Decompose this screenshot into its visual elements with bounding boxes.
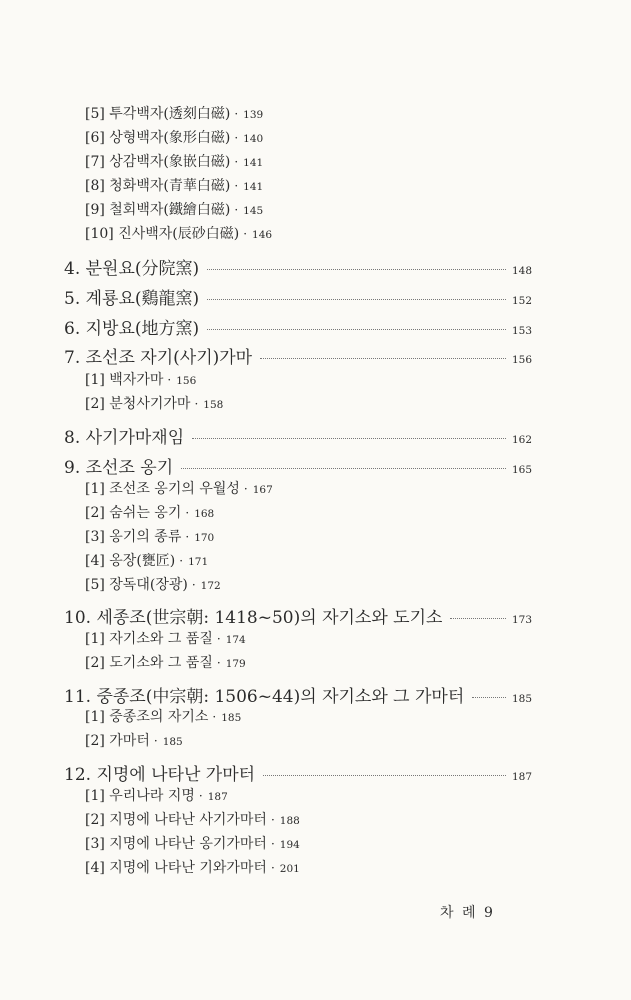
toc-sub-entry bbox=[0, 526, 631, 546]
dot-leader bbox=[263, 775, 506, 776]
entry-page-number: 179 bbox=[225, 658, 246, 670]
toc-sub-entry bbox=[0, 785, 631, 805]
entry-separator: · bbox=[185, 506, 190, 520]
dot-leader bbox=[192, 438, 506, 439]
entry-page-number: 173 bbox=[511, 614, 532, 626]
entry-page-number: 145 bbox=[243, 205, 264, 217]
entry-title: [6] 상형백자(象形白磁) bbox=[85, 130, 231, 146]
entry-separator: · bbox=[153, 734, 158, 748]
footer-label: 차 례 bbox=[440, 905, 477, 921]
entry-title: [2] 도기소와 그 품질 bbox=[85, 655, 213, 671]
entry-page-number: 140 bbox=[243, 133, 264, 145]
dot-leader bbox=[260, 358, 506, 359]
entry-title: [7] 상감백자(象嵌白磁) bbox=[85, 154, 231, 170]
entry-title: [5] 투각백자(透刻白磁) bbox=[85, 106, 231, 122]
entry-separator: · bbox=[234, 107, 239, 121]
entry-title: [2] 지명에 나타난 사기가마터 bbox=[85, 812, 267, 828]
toc-sub-entry bbox=[0, 730, 631, 750]
dot-leader bbox=[181, 468, 506, 469]
toc-sub-entry bbox=[0, 706, 631, 726]
entry-page-number: 165 bbox=[511, 464, 532, 476]
toc-chapter-entry bbox=[0, 603, 631, 628]
toc-sub-entry bbox=[0, 369, 631, 389]
entry-page-number: 185 bbox=[511, 693, 532, 705]
toc-sub-entry bbox=[0, 478, 631, 498]
toc-sub-entry bbox=[0, 127, 631, 147]
toc-chapter-entry bbox=[0, 343, 631, 368]
entry-separator: · bbox=[179, 554, 184, 568]
entry-title: 6. 지방요(地方窯) bbox=[64, 319, 200, 339]
dot-leader bbox=[207, 299, 506, 300]
toc-chapter-entry bbox=[0, 254, 631, 279]
toc-sub-entry bbox=[0, 502, 631, 522]
entry-separator: · bbox=[167, 373, 172, 387]
footer-page-number: 9 bbox=[483, 905, 494, 921]
entry-title: [4] 옹장(甕匠) bbox=[85, 553, 176, 569]
toc-sub-entry bbox=[0, 550, 631, 570]
toc-sub-entry bbox=[0, 628, 631, 648]
entry-title: [8] 청화백자(青華白磁) bbox=[85, 178, 231, 194]
entry-page-number: 185 bbox=[221, 712, 242, 724]
toc-sub-entry bbox=[0, 574, 631, 594]
entry-title: [1] 우리나라 지명 bbox=[85, 788, 195, 804]
entry-separator: · bbox=[270, 837, 275, 851]
toc-sub-entry bbox=[0, 809, 631, 829]
toc-sub-entry bbox=[0, 857, 631, 877]
dot-leader bbox=[207, 269, 506, 270]
entry-title: 5. 계룡요(鷄龍窯) bbox=[64, 289, 200, 309]
entry-page-number: 148 bbox=[511, 265, 532, 277]
entry-separator: · bbox=[243, 482, 248, 496]
entry-separator: · bbox=[234, 155, 239, 169]
entry-page-number: 139 bbox=[243, 109, 264, 121]
toc-sub-entry bbox=[0, 652, 631, 672]
entry-title: [9] 철회백자(鐵繪白磁) bbox=[85, 202, 231, 218]
entry-separator: · bbox=[185, 530, 190, 544]
entry-separator: · bbox=[198, 789, 203, 803]
entry-separator: · bbox=[270, 861, 275, 875]
entry-title: [2] 분청사기가마 bbox=[85, 396, 191, 412]
entry-separator: · bbox=[234, 131, 239, 145]
entry-separator: · bbox=[270, 813, 275, 827]
entry-page-number: 168 bbox=[194, 508, 215, 520]
entry-page-number: 152 bbox=[511, 295, 532, 307]
toc-sub-entry bbox=[0, 103, 631, 123]
entry-page-number: 194 bbox=[279, 839, 300, 851]
toc-sub-entry bbox=[0, 833, 631, 853]
entry-page-number: 158 bbox=[203, 399, 224, 411]
entry-page-number: 174 bbox=[225, 634, 246, 646]
entry-page-number: 156 bbox=[511, 354, 532, 366]
toc-sub-entry bbox=[0, 223, 631, 243]
entry-title: 12. 지명에 나타난 가마터 bbox=[64, 765, 256, 785]
toc-chapter-entry bbox=[0, 284, 631, 309]
page-footer bbox=[440, 902, 494, 922]
entry-page-number: 172 bbox=[200, 580, 221, 592]
toc-chapter-entry bbox=[0, 453, 631, 478]
entry-title: [4] 지명에 나타난 기와가마터 bbox=[85, 860, 267, 876]
entry-title: [10] 진사백자(辰砂白磁) bbox=[85, 226, 240, 242]
entry-page-number: 162 bbox=[511, 434, 532, 446]
entry-page-number: 141 bbox=[243, 157, 264, 169]
entry-page-number: 170 bbox=[194, 532, 215, 544]
toc-sub-entry bbox=[0, 175, 631, 195]
toc-chapter-entry bbox=[0, 423, 631, 448]
entry-page-number: 188 bbox=[279, 815, 300, 827]
entry-title: [5] 장독대(장광) bbox=[85, 577, 188, 593]
entry-title: 8. 사기가마재임 bbox=[64, 428, 185, 448]
entry-title: 11. 중종조(中宗朝: 1506~44)의 자기소와 그 가마터 bbox=[64, 687, 465, 707]
entry-separator: · bbox=[212, 710, 217, 724]
entry-page-number: 156 bbox=[176, 375, 197, 387]
entry-title: 10. 세종조(世宗朝: 1418~50)의 자기소와 도기소 bbox=[64, 608, 443, 628]
toc-chapter-entry bbox=[0, 314, 631, 339]
entry-page-number: 167 bbox=[252, 484, 273, 496]
entry-separator: · bbox=[194, 397, 199, 411]
entry-title: [1] 자기소와 그 품질 bbox=[85, 631, 213, 647]
entry-page-number: 185 bbox=[162, 736, 183, 748]
entry-page-number: 187 bbox=[207, 791, 228, 803]
entry-page-number: 141 bbox=[243, 181, 264, 193]
entry-title: [3] 옹기의 종류 bbox=[85, 529, 182, 545]
entry-page-number: 187 bbox=[511, 771, 532, 783]
entry-title: 4. 분원요(分院窯) bbox=[64, 259, 200, 279]
entry-separator: · bbox=[234, 203, 239, 217]
entry-title: [1] 백자가마 bbox=[85, 372, 164, 388]
toc-sub-entry bbox=[0, 199, 631, 219]
entry-separator: · bbox=[243, 227, 248, 241]
toc-chapter-entry bbox=[0, 682, 631, 707]
entry-page-number: 201 bbox=[279, 863, 300, 875]
entry-separator: · bbox=[191, 578, 196, 592]
toc-chapter-entry bbox=[0, 760, 631, 785]
entry-title: 7. 조선조 자기(사기)가마 bbox=[64, 348, 253, 368]
entry-title: 9. 조선조 옹기 bbox=[64, 458, 174, 478]
entry-title: [3] 지명에 나타난 옹기가마터 bbox=[85, 836, 267, 852]
dot-leader bbox=[450, 618, 506, 619]
entry-page-number: 171 bbox=[188, 556, 209, 568]
entry-page-number: 153 bbox=[511, 325, 532, 337]
entry-page-number: 146 bbox=[252, 229, 273, 241]
toc-sub-entry bbox=[0, 393, 631, 413]
entry-title: [2] 숨쉬는 옹기 bbox=[85, 505, 182, 521]
entry-title: [1] 중종조의 자기소 bbox=[85, 709, 209, 725]
toc-sub-entry bbox=[0, 151, 631, 171]
entry-title: [1] 조선조 옹기의 우월성 bbox=[85, 481, 240, 497]
entry-separator: · bbox=[216, 632, 221, 646]
dot-leader bbox=[207, 329, 506, 330]
dot-leader bbox=[472, 697, 506, 698]
entry-title: [2] 가마터 bbox=[85, 733, 150, 749]
entry-separator: · bbox=[216, 656, 221, 670]
entry-separator: · bbox=[234, 179, 239, 193]
